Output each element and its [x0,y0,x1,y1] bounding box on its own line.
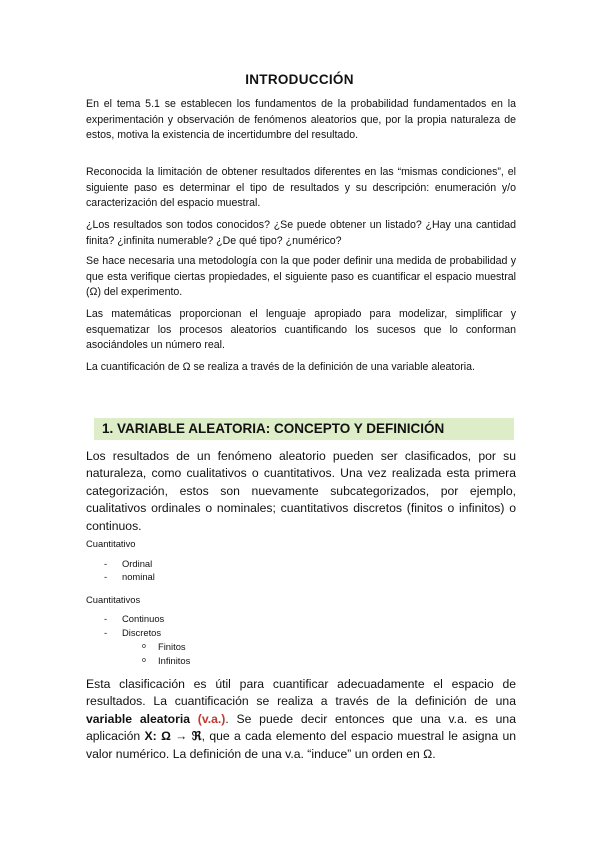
intro-paragraph-3: ¿Los resultados son todos conocidos? ¿Se puede obtener un listado? ¿Hay una cantidad finita? ¿infinita numerable? ¿De qué tipo? ¿numérico? [86,219,516,247]
closing-paragraph [86,676,516,763]
intro-paragraph-5: Las matemáticas proporcionan el lenguaje apropiado para modelizar, simplificar y esquematizar los procesos aleatorios cuantificando los sucesos que lo conforman asociándoles un número real. [86,308,516,351]
list1-item-1: Ordinal [122,558,153,569]
intro-paragraph-6: La cuantificación de Ω se realiza a través de la definición de una variable aleatoria. [86,361,475,373]
sub-bullet: o [142,657,146,664]
list-dash: - [104,627,108,638]
page-title: INTRODUCCIÓN [245,72,354,87]
closing-text-1: Esta clasificación es útil para cuantificar adecuadamente el espacio de resultados. La cuantificación se realiza a través de la definición de una [86,677,516,709]
list-dash: - [104,571,108,582]
closing-text-3: , que a cada elemento del espacio muestral le asigna un valor numérico. La definición de una v.a. “induce” un orden en Ω. [86,729,516,761]
list2-subitem-1: Finitos [158,641,186,652]
list-dash: - [104,558,108,569]
intro-paragraph-2: Reconocida la limitación de obtener resultados diferentes en las “mismas condiciones”, el siguiente paso es determinar el tipo de resultados y su descripción: enumeración y/o caracterización del espacio muestral. [86,166,516,209]
list2-label: Cuantitativos [86,594,141,605]
section-paragraph: Los resultados de un fenómeno aleatorio pueden ser clasificados, por su naturaleza, como cualitativos o cuantitativos. Una vez realizada esta primera categorización, estos son nuevamente subcategorizados, por ejemplo, cualitativos ordinales o nominales; cuantitativos discretos (finitos o infinitos) o continuos. [86,449,516,533]
sub-bullet: o [142,643,146,650]
list2-item-1: Continuos [122,613,165,624]
list-dash: - [104,613,108,624]
closing-text-2: . Se puede decir entonces que una v.a. es una aplicación [86,711,516,744]
mapping-formula: X: Ω → ℜ [144,729,202,744]
list2-subitem-2: Infinitos [158,655,191,666]
list2-item-2: Discretos [122,627,162,638]
intro-paragraph-4: Se hace necesaria una metodología con la que poder definir una medida de probabilidad y que esta verifique ciertas propiedades, el siguiente paso es cuantificar el espacio muestral (Ω) del experimento. [86,255,516,298]
intro-paragraph-1: En el tema 5.1 se establecen los fundamentos de la probabilidad fundamentados en la experimentación y observación de fenómenos aleatorios que, por la propia naturaleza de estos, motiva la existencia de incertidumbre del resultado. [86,98,516,141]
section-heading: 1. VARIABLE ALEATORIA: CONCEPTO Y DEFINICIÓN [94,418,514,440]
list1-label: Cuantitativo [86,538,136,549]
term-variable-aleatoria: variable aleatoria [86,711,190,726]
term-abbreviation: (v.a.) [197,711,226,726]
list1-item-2: nominal [122,571,155,582]
